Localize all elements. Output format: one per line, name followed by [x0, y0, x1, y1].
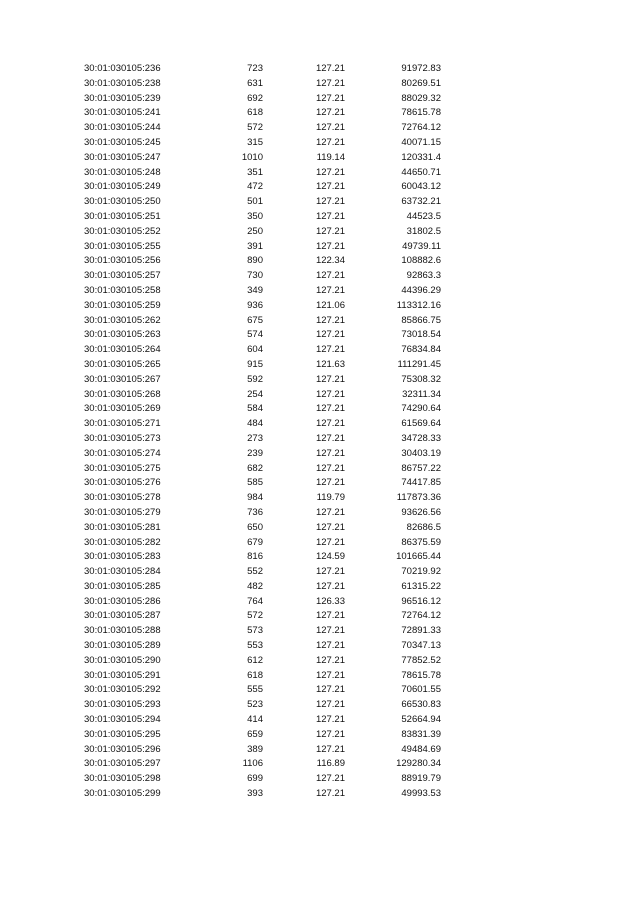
- cadastral-number-cell: 30:01:030105:297: [84, 758, 161, 770]
- rate-cell: 127.21: [315, 521, 345, 533]
- amount-cell: 76834.84: [401, 344, 441, 356]
- cadastral-number-cell: 30:01:030105:258: [84, 284, 161, 296]
- area-cell: 239: [247, 447, 263, 459]
- table-row: [0, 669, 640, 684]
- table-row: [0, 432, 640, 447]
- rate-cell: 127.21: [315, 728, 345, 740]
- rate-cell: 127.21: [315, 788, 345, 800]
- rate-cell: 127.21: [315, 773, 345, 785]
- area-cell: 553: [247, 640, 263, 652]
- cadastral-number-cell: 30:01:030105:288: [84, 625, 161, 637]
- cadastral-number-cell: 30:01:030105:245: [84, 136, 161, 148]
- area-cell: 682: [247, 462, 263, 474]
- table-row: [0, 417, 640, 432]
- area-cell: 574: [247, 329, 263, 341]
- area-cell: 349: [247, 284, 263, 296]
- rate-cell: 127.21: [315, 270, 345, 282]
- area-cell: 659: [247, 728, 263, 740]
- amount-cell: 61569.64: [401, 418, 441, 430]
- cadastral-number-cell: 30:01:030105:256: [84, 255, 161, 267]
- area-cell: 585: [247, 477, 263, 489]
- table-row: [0, 358, 640, 373]
- area-cell: 692: [247, 92, 263, 104]
- amount-cell: 44650.71: [401, 166, 441, 178]
- table-row: [0, 388, 640, 403]
- area-cell: 736: [247, 506, 263, 518]
- rate-cell: 127.21: [315, 314, 345, 326]
- cadastral-number-cell: 30:01:030105:296: [84, 743, 161, 755]
- cadastral-number-cell: 30:01:030105:275: [84, 462, 161, 474]
- amount-cell: 32311.34: [402, 388, 441, 400]
- area-cell: 1010: [241, 151, 263, 163]
- amount-cell: 70219.92: [401, 566, 441, 578]
- cadastral-number-cell: 30:01:030105:283: [84, 551, 161, 563]
- table-row: [0, 580, 640, 595]
- area-cell: 555: [247, 684, 263, 696]
- rate-cell: 127.21: [315, 477, 345, 489]
- area-cell: 618: [247, 107, 263, 119]
- rate-cell: 127.21: [315, 181, 345, 193]
- cadastral-number-cell: 30:01:030105:299: [84, 788, 161, 800]
- area-cell: 350: [247, 210, 263, 222]
- amount-cell: 60043.12: [401, 181, 441, 193]
- rate-cell: 127.21: [315, 136, 345, 148]
- amount-cell: 88029.32: [401, 92, 441, 104]
- table-row: [0, 565, 640, 580]
- table-row: [0, 240, 640, 255]
- table-row: [0, 328, 640, 343]
- rate-cell: 127.21: [315, 699, 345, 711]
- rate-cell: 127.21: [315, 566, 345, 578]
- table-row: [0, 521, 640, 536]
- rate-cell: 116.89: [316, 758, 345, 770]
- rate-cell: 127.21: [315, 122, 345, 134]
- table-row: [0, 402, 640, 417]
- rate-cell: 127.21: [315, 654, 345, 666]
- cadastral-number-cell: 30:01:030105:255: [84, 240, 161, 252]
- table-row: [0, 550, 640, 565]
- amount-cell: 52664.94: [401, 714, 441, 726]
- amount-cell: 82686.5: [406, 521, 441, 533]
- table-row: [0, 609, 640, 624]
- area-cell: 675: [247, 314, 263, 326]
- area-cell: 523: [247, 699, 263, 711]
- cadastral-number-cell: 30:01:030105:287: [84, 610, 161, 622]
- rate-cell: 127.21: [315, 388, 345, 400]
- amount-cell: 92863.3: [406, 270, 441, 282]
- table-row: [0, 698, 640, 713]
- table-row: [0, 447, 640, 462]
- table-row: [0, 314, 640, 329]
- amount-cell: 86375.59: [401, 536, 441, 548]
- cadastral-number-cell: 30:01:030105:282: [84, 536, 161, 548]
- amount-cell: 63732.21: [401, 196, 441, 208]
- table-row: [0, 62, 640, 77]
- amount-cell: 61315.22: [401, 580, 441, 592]
- table-row: [0, 269, 640, 284]
- cadastral-number-cell: 30:01:030105:285: [84, 580, 161, 592]
- table-row: [0, 654, 640, 669]
- cadastral-number-cell: 30:01:030105:279: [84, 506, 161, 518]
- table-row: [0, 77, 640, 92]
- amount-cell: 44523.5: [406, 210, 441, 222]
- table-row: [0, 536, 640, 551]
- area-cell: 723: [247, 63, 263, 74]
- amount-cell: 70347.13: [401, 640, 441, 652]
- amount-cell: 88919.79: [401, 773, 441, 785]
- cadastral-number-cell: 30:01:030105:267: [84, 373, 161, 385]
- table-row: [0, 757, 640, 772]
- area-cell: 351: [247, 166, 263, 178]
- cadastral-number-cell: 30:01:030105:252: [84, 225, 161, 237]
- amount-cell: 49993.53: [401, 788, 441, 800]
- rate-cell: 127.21: [315, 240, 345, 252]
- amount-cell: 93626.56: [401, 506, 441, 518]
- amount-cell: 70601.55: [401, 684, 441, 696]
- area-cell: 816: [247, 551, 263, 563]
- area-cell: 612: [247, 654, 263, 666]
- amount-cell: 49484.69: [401, 743, 441, 755]
- table-row: [0, 639, 640, 654]
- area-cell: 1106: [242, 758, 263, 770]
- amount-cell: 49739.11: [402, 240, 441, 252]
- table-row: [0, 225, 640, 240]
- table-row: [0, 373, 640, 388]
- rate-cell: 124.59: [315, 551, 345, 563]
- amount-cell: 66530.83: [401, 699, 441, 711]
- amount-cell: 80269.51: [401, 77, 441, 89]
- amount-cell: 78615.78: [401, 669, 441, 681]
- table-row: [0, 491, 640, 506]
- area-cell: 915: [247, 358, 263, 370]
- rate-cell: 127.21: [315, 92, 345, 104]
- rate-cell: 127.21: [315, 373, 345, 385]
- cadastral-number-cell: 30:01:030105:269: [84, 403, 161, 415]
- table-row: [0, 299, 640, 314]
- cadastral-number-cell: 30:01:030105:276: [84, 477, 161, 489]
- area-cell: 730: [247, 270, 263, 282]
- amount-cell: 75308.32: [401, 373, 441, 385]
- rate-cell: 127.21: [315, 447, 345, 459]
- area-cell: 890: [247, 255, 263, 267]
- cadastral-number-cell: 30:01:030105:291: [84, 669, 161, 681]
- amount-cell: 85866.75: [401, 314, 441, 326]
- amount-cell: 78615.78: [401, 107, 441, 119]
- rate-cell: 127.21: [315, 284, 345, 296]
- rate-cell: 127.21: [315, 536, 345, 548]
- area-cell: 501: [247, 196, 263, 208]
- area-cell: 618: [247, 669, 263, 681]
- rate-cell: 127.21: [315, 403, 345, 415]
- cadastral-number-cell: 30:01:030105:271: [84, 418, 161, 430]
- table-row: [0, 743, 640, 758]
- cadastral-number-cell: 30:01:030105:249: [84, 181, 161, 193]
- amount-cell: 77852.52: [401, 654, 441, 666]
- area-cell: 679: [247, 536, 263, 548]
- area-cell: 592: [247, 373, 263, 385]
- rate-cell: 127.21: [315, 418, 345, 430]
- table-row: [0, 121, 640, 136]
- cadastral-number-cell: 30:01:030105:292: [84, 684, 161, 696]
- cadastral-number-cell: 30:01:030105:274: [84, 447, 161, 459]
- cadastral-number-cell: 30:01:030105:268: [84, 388, 161, 400]
- rate-cell: 127.21: [315, 625, 345, 637]
- area-cell: 273: [247, 432, 263, 444]
- amount-cell: 108882.6: [401, 255, 441, 267]
- area-cell: 699: [247, 773, 263, 785]
- rate-cell: 126.33: [315, 595, 345, 607]
- cadastral-number-cell: 30:01:030105:290: [84, 654, 161, 666]
- rate-cell: 122.34: [315, 255, 345, 267]
- rate-cell: 127.21: [315, 63, 345, 74]
- area-cell: 254: [247, 388, 263, 400]
- area-cell: 650: [247, 521, 263, 533]
- rate-cell: 127.21: [315, 462, 345, 474]
- cadastral-number-cell: 30:01:030105:247: [84, 151, 161, 163]
- table-row: [0, 166, 640, 181]
- area-cell: 936: [247, 299, 263, 311]
- data-table: [0, 62, 640, 802]
- cadastral-number-cell: 30:01:030105:294: [84, 714, 161, 726]
- table-row: [0, 728, 640, 743]
- table-row: [0, 506, 640, 521]
- area-cell: 472: [247, 181, 263, 193]
- area-cell: 604: [247, 344, 263, 356]
- area-cell: 482: [247, 580, 263, 592]
- area-cell: 552: [247, 566, 263, 578]
- table-row: [0, 787, 640, 802]
- amount-cell: 101665.44: [396, 551, 441, 563]
- cadastral-number-cell: 30:01:030105:265: [84, 358, 161, 370]
- amount-cell: 73018.54: [401, 329, 441, 341]
- amount-cell: 129280.34: [396, 758, 441, 770]
- area-cell: 584: [247, 403, 263, 415]
- rate-cell: 127.21: [315, 640, 345, 652]
- amount-cell: 74417.85: [401, 477, 441, 489]
- area-cell: 572: [247, 610, 263, 622]
- cadastral-number-cell: 30:01:030105:289: [84, 640, 161, 652]
- cadastral-number-cell: 30:01:030105:244: [84, 122, 161, 134]
- table-row: [0, 210, 640, 225]
- cadastral-number-cell: 30:01:030105:298: [84, 773, 161, 785]
- cadastral-number-cell: 30:01:030105:284: [84, 566, 161, 578]
- area-cell: 391: [247, 240, 263, 252]
- cadastral-number-cell: 30:01:030105:236: [84, 63, 161, 74]
- cadastral-number-cell: 30:01:030105:273: [84, 432, 161, 444]
- table-row: [0, 343, 640, 358]
- area-cell: 250: [247, 225, 263, 237]
- rate-cell: 127.21: [315, 225, 345, 237]
- amount-cell: 113312.16: [396, 299, 441, 311]
- cadastral-number-cell: 30:01:030105:250: [84, 196, 161, 208]
- rate-cell: 127.21: [315, 196, 345, 208]
- rate-cell: 127.21: [315, 506, 345, 518]
- area-cell: 389: [247, 743, 263, 755]
- table-row: [0, 151, 640, 166]
- amount-cell: 30403.19: [401, 447, 441, 459]
- rate-cell: 127.21: [315, 107, 345, 119]
- rate-cell: 127.21: [315, 743, 345, 755]
- amount-cell: 34728.33: [401, 432, 441, 444]
- table-row: [0, 254, 640, 269]
- area-cell: 631: [247, 77, 263, 89]
- cadastral-number-cell: 30:01:030105:281: [84, 521, 161, 533]
- area-cell: 484: [247, 418, 263, 430]
- cadastral-number-cell: 30:01:030105:241: [84, 107, 161, 119]
- rate-cell: 121.63: [315, 358, 345, 370]
- amount-cell: 91972.83: [401, 63, 441, 74]
- cadastral-number-cell: 30:01:030105:257: [84, 270, 161, 282]
- table-row: [0, 772, 640, 787]
- rate-cell: 127.21: [315, 210, 345, 222]
- cadastral-number-cell: 30:01:030105:264: [84, 344, 161, 356]
- cadastral-number-cell: 30:01:030105:286: [84, 595, 161, 607]
- amount-cell: 96516.12: [401, 595, 441, 607]
- table-row: [0, 595, 640, 610]
- rate-cell: 127.21: [315, 610, 345, 622]
- table-row: [0, 713, 640, 728]
- cadastral-number-cell: 30:01:030105:262: [84, 314, 161, 326]
- cadastral-number-cell: 30:01:030105:238: [84, 77, 161, 89]
- area-cell: 573: [247, 625, 263, 637]
- amount-cell: 40071.15: [401, 136, 441, 148]
- amount-cell: 31802.5: [406, 225, 441, 237]
- area-cell: 315: [247, 136, 263, 148]
- amount-cell: 83831.39: [401, 728, 441, 740]
- table-row: [0, 136, 640, 151]
- table-row: [0, 195, 640, 210]
- rate-cell: 127.21: [315, 77, 345, 89]
- table-row: [0, 180, 640, 195]
- table-row: [0, 624, 640, 639]
- amount-cell: 86757.22: [401, 462, 441, 474]
- rate-cell: 127.21: [315, 329, 345, 341]
- table-row: [0, 462, 640, 477]
- amount-cell: 74290.64: [401, 403, 441, 415]
- cadastral-number-cell: 30:01:030105:278: [84, 492, 161, 504]
- cadastral-number-cell: 30:01:030105:259: [84, 299, 161, 311]
- cadastral-number-cell: 30:01:030105:293: [84, 699, 161, 711]
- rate-cell: 127.21: [315, 344, 345, 356]
- area-cell: 764: [247, 595, 263, 607]
- area-cell: 572: [247, 122, 263, 134]
- area-cell: 414: [247, 714, 263, 726]
- table-row: [0, 476, 640, 491]
- amount-cell: 72764.12: [401, 610, 441, 622]
- rate-cell: 127.21: [315, 684, 345, 696]
- table-row: [0, 92, 640, 107]
- cadastral-number-cell: 30:01:030105:251: [84, 210, 161, 222]
- cadastral-number-cell: 30:01:030105:263: [84, 329, 161, 341]
- rate-cell: 119.79: [316, 492, 345, 504]
- rate-cell: 119.14: [316, 151, 345, 163]
- rate-cell: 127.21: [315, 432, 345, 444]
- amount-cell: 72764.12: [401, 122, 441, 134]
- area-cell: 393: [247, 788, 263, 800]
- table-row: [0, 284, 640, 299]
- rate-cell: 127.21: [315, 166, 345, 178]
- rate-cell: 127.21: [315, 580, 345, 592]
- cadastral-number-cell: 30:01:030105:248: [84, 166, 161, 178]
- amount-cell: 117873.36: [396, 492, 441, 504]
- amount-cell: 111291.45: [397, 358, 441, 370]
- table-row: [0, 106, 640, 121]
- cadastral-number-cell: 30:01:030105:295: [84, 728, 161, 740]
- amount-cell: 44396.29: [401, 284, 441, 296]
- rate-cell: 127.21: [315, 714, 345, 726]
- amount-cell: 72891.33: [401, 625, 441, 637]
- area-cell: 984: [247, 492, 263, 504]
- amount-cell: 120331.4: [401, 151, 441, 163]
- table-row: [0, 683, 640, 698]
- rate-cell: 121.06: [315, 299, 345, 311]
- cadastral-number-cell: 30:01:030105:239: [84, 92, 161, 104]
- rate-cell: 127.21: [315, 669, 345, 681]
